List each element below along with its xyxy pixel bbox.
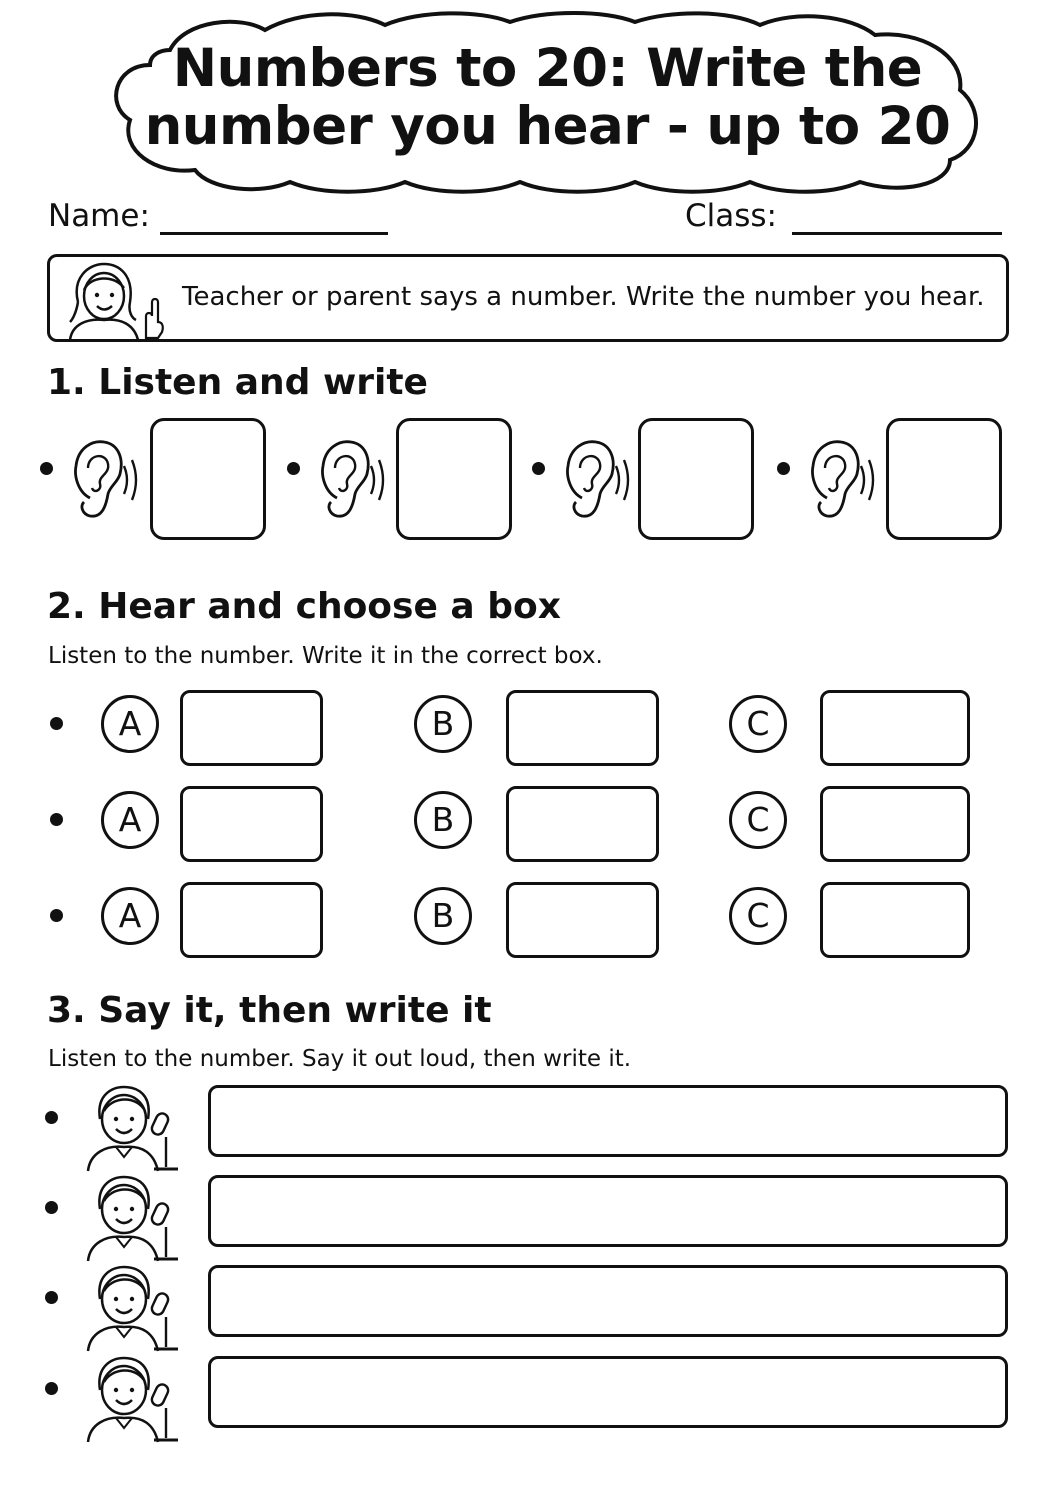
- answer-box[interactable]: [506, 882, 659, 958]
- child-with-microphone-icon: [82, 1263, 192, 1353]
- option-label-circle: C: [729, 695, 787, 753]
- option-label-circle: A: [101, 695, 159, 753]
- teacher-pointing-icon: [62, 258, 174, 342]
- bullet: [287, 462, 300, 475]
- answer-box[interactable]: [180, 882, 323, 958]
- option-label-circle: A: [101, 887, 159, 945]
- child-with-microphone-icon: [82, 1173, 192, 1263]
- section2-heading: 2. Hear and choose a box: [47, 586, 561, 627]
- class-label: Class:: [685, 198, 778, 234]
- answer-field[interactable]: [208, 1085, 1008, 1157]
- answer-field[interactable]: [208, 1356, 1008, 1428]
- section1-heading: 1. Listen and write: [47, 362, 428, 403]
- bullet: [50, 909, 63, 922]
- name-field[interactable]: [160, 232, 388, 235]
- bullet: [45, 1291, 58, 1304]
- section2-subtitle: Listen to the number. Write it in the correct box.: [48, 643, 603, 669]
- bullet: [777, 462, 790, 475]
- ear-icon: [68, 436, 142, 522]
- bullet: [45, 1201, 58, 1214]
- answer-box[interactable]: [638, 418, 754, 540]
- bullet: [45, 1111, 58, 1124]
- ear-icon: [560, 436, 634, 522]
- answer-box[interactable]: [820, 690, 970, 766]
- bullet: [45, 1382, 58, 1395]
- answer-field[interactable]: [208, 1265, 1008, 1337]
- option-label-circle: C: [729, 887, 787, 945]
- option-label-circle: B: [414, 791, 472, 849]
- page-title: Numbers to 20: Write the number you hear - up to 20: [144, 38, 951, 157]
- ear-icon: [805, 436, 879, 522]
- bullet: [40, 462, 53, 475]
- answer-box[interactable]: [506, 786, 659, 862]
- answer-box[interactable]: [150, 418, 266, 540]
- bullet: [532, 462, 545, 475]
- option-label-circle: B: [414, 887, 472, 945]
- option-label-circle: C: [729, 791, 787, 849]
- answer-box[interactable]: [180, 786, 323, 862]
- option-label-circle: B: [414, 695, 472, 753]
- answer-box[interactable]: [820, 882, 970, 958]
- name-label: Name:: [48, 198, 150, 234]
- bullet: [50, 813, 63, 826]
- section3-subtitle: Listen to the number. Say it out loud, then write it.: [48, 1046, 632, 1072]
- answer-field[interactable]: [208, 1175, 1008, 1247]
- answer-box[interactable]: [506, 690, 659, 766]
- section3-heading: 3. Say it, then write it: [47, 990, 492, 1031]
- answer-box[interactable]: [820, 786, 970, 862]
- ear-icon: [315, 436, 389, 522]
- bullet: [50, 717, 63, 730]
- instruction-text: Teacher or parent says a number. Write the number you hear.: [182, 282, 985, 312]
- child-with-microphone-icon: [82, 1354, 192, 1444]
- class-field[interactable]: [792, 232, 1002, 235]
- answer-box[interactable]: [180, 690, 323, 766]
- option-label-circle: A: [101, 791, 159, 849]
- answer-box[interactable]: [886, 418, 1002, 540]
- child-with-microphone-icon: [82, 1083, 192, 1173]
- answer-box[interactable]: [396, 418, 512, 540]
